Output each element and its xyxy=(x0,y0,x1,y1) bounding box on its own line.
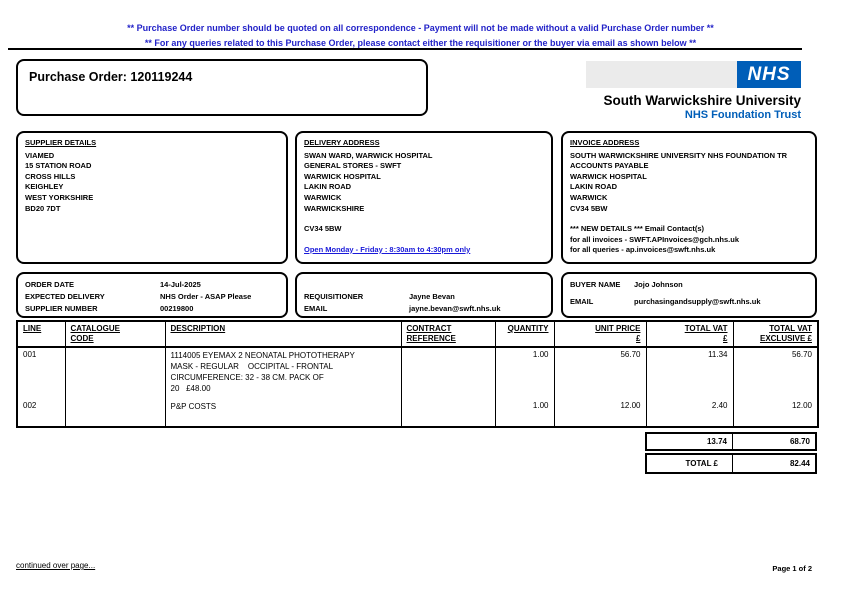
requisitioner-name: Jayne Bevan xyxy=(409,292,455,301)
invoice-address-title: INVOICE ADDRESS xyxy=(570,138,640,147)
buyer-email-label: EMAIL xyxy=(570,297,594,306)
cell-total-vat: 2.40 xyxy=(646,399,733,427)
expected-delivery-value: NHS Order - ASAP Please xyxy=(160,292,252,301)
cell-total-vat: 11.34 xyxy=(646,347,733,399)
cell-catalogue-code xyxy=(65,347,165,399)
cell-quantity: 1.00 xyxy=(495,347,554,399)
cell-line: 001 xyxy=(17,347,65,399)
description-line: MASK - REGULAR OCCIPITAL - FRONTAL xyxy=(170,362,334,371)
supplier-details-box xyxy=(16,131,288,264)
supplier-address-line: CROSS HILLS xyxy=(25,171,76,181)
col-header-unit-price: UNIT PRICE £ xyxy=(554,321,646,347)
nhs-logo-text: NHS xyxy=(747,63,791,85)
notice-line-2: ** For any queries related to this Purchase Order, please contact either the requisitioner or the buyer via email as shown below ** xyxy=(144,37,697,48)
cell-quantity: 1.00 xyxy=(495,399,554,427)
grand-total-row xyxy=(645,453,817,474)
cell-catalogue-code xyxy=(65,399,165,427)
cell-description xyxy=(165,399,401,427)
order-date-value: 14-Jul-2025 xyxy=(160,280,201,289)
delivery-address-line: SWAN WARD, WARWICK HOSPITAL xyxy=(304,150,433,160)
supplier-details-title: SUPPLIER DETAILS xyxy=(25,138,97,147)
notice-line-1: ** Purchase Order number should be quoted on all correspondence - Payment will not be made without a valid Purchase Order number ** xyxy=(127,23,714,33)
supplier-address-line: WEST YORKSHIRE xyxy=(25,192,94,202)
delivery-address-line: WARWICK HOSPITAL xyxy=(304,171,381,181)
grand-total-value: 82.44 xyxy=(789,459,810,468)
supplier-number-label: SUPPLIER NUMBER xyxy=(25,304,98,313)
supplier-number-row xyxy=(25,303,279,315)
line-item-row xyxy=(17,399,818,427)
delivery-address-box xyxy=(295,131,553,264)
col-header-total-vat-exclusive: TOTAL VAT EXCLUSIVE £ xyxy=(733,321,818,347)
requisitioner-email-label: EMAIL xyxy=(304,304,328,313)
header-notice xyxy=(0,21,841,50)
purchase-order-title: Purchase Order: 120119244 xyxy=(29,70,193,84)
header-divider xyxy=(8,48,802,50)
description-line: 1114005 EYEMAX 2 NEONATAL PHOTOTHERAPY xyxy=(170,351,355,360)
invoice-address-line: SOUTH WARWICKSHIRE UNIVERSITY NHS FOUNDATION TR xyxy=(570,150,788,160)
invoice-note-title: *** NEW DETAILS *** Email Contact(s) xyxy=(570,224,705,234)
supplier-address-line: KEIGHLEY xyxy=(25,182,64,192)
trust-subtitle: NHS Foundation Trust xyxy=(684,109,801,121)
supplier-address-line: BD20 7DT xyxy=(25,203,61,213)
buyer-box xyxy=(561,272,817,318)
invoice-address-line: LAKIN ROAD xyxy=(570,182,618,192)
supplier-address-line: 15 STATION ROAD xyxy=(25,161,92,171)
line-item-row xyxy=(17,347,818,399)
invoice-address-line: WARWICK HOSPITAL xyxy=(570,171,647,181)
cell-total-vat-exclusive: 56.70 xyxy=(733,347,818,399)
delivery-address-line: GENERAL STORES - SWFT xyxy=(304,161,402,171)
requisitioner-email: jayne.bevan@swft.nhs.uk xyxy=(409,304,501,313)
description-line: CIRCUMFERENCE: 32 - 38 CM. PACK OF xyxy=(170,373,324,382)
delivery-postcode: CV34 5BW xyxy=(304,224,342,234)
requisitioner-label: REQUISITIONER xyxy=(304,292,364,301)
buyer-name: Jojo Johnson xyxy=(634,280,683,289)
cell-unit-price: 12.00 xyxy=(554,399,646,427)
purchase-order-box xyxy=(16,59,428,116)
cell-unit-price: 56.70 xyxy=(554,347,646,399)
buyer-name-row xyxy=(570,279,808,291)
supplier-number-value: 00219800 xyxy=(160,304,194,313)
footer-continued-note: continued over page... xyxy=(16,561,96,570)
col-header-contract-reference: CONTRACT REFERENCE xyxy=(401,321,495,347)
col-header-line: LINE xyxy=(17,321,65,347)
invoice-address-line: CV34 5BW xyxy=(570,203,608,213)
buyer-name-label: BUYER NAME xyxy=(570,280,621,289)
cell-total-vat-exclusive: 12.00 xyxy=(733,399,818,427)
delivery-address-title: DELIVERY ADDRESS xyxy=(304,138,380,147)
description-line: P&P COSTS xyxy=(170,402,217,411)
cell-contract-reference xyxy=(401,399,495,427)
delivery-address-line: LAKIN ROAD xyxy=(304,182,352,192)
table-header-row xyxy=(17,321,818,347)
grand-total-label: TOTAL £ xyxy=(647,455,733,472)
col-header-catalogue-code: CATALOGUE CODE xyxy=(65,321,165,347)
delivery-address-line: WARWICKSHIRE xyxy=(304,203,365,213)
vat-subtotal: 13.74 xyxy=(647,434,733,449)
line-items-table xyxy=(16,320,819,428)
requisitioner-box xyxy=(295,272,553,318)
supplier-address-line: VIAMED xyxy=(25,150,55,160)
subtotal-row xyxy=(645,432,817,451)
requisitioner-email-row xyxy=(304,303,544,315)
buyer-email-row xyxy=(570,296,808,308)
col-header-description: DESCRIPTION xyxy=(165,321,401,347)
cell-line: 002 xyxy=(17,399,65,427)
description-line: 20 £48.00 xyxy=(170,384,211,393)
order-info-box xyxy=(16,272,288,318)
expected-delivery-label: EXPECTED DELIVERY xyxy=(25,292,105,301)
cell-description xyxy=(165,347,401,399)
footer-page-number: Page 1 of 2 xyxy=(772,564,812,573)
col-header-quantity: QUANTITY xyxy=(495,321,554,347)
nhs-logo xyxy=(737,61,801,88)
exclusive-subtotal: 68.70 xyxy=(789,437,810,446)
delivery-address-line: WARWICK xyxy=(304,192,342,202)
expected-delivery-row xyxy=(25,291,279,303)
invoice-note-invoices: for all invoices - SWFT.APInvoices@gch.nhs.uk xyxy=(570,234,740,244)
col-header-total-vat: TOTAL VAT £ xyxy=(646,321,733,347)
invoice-address-line: WARWICK xyxy=(570,192,608,202)
invoice-address-line: ACCOUNTS PAYABLE xyxy=(570,161,649,171)
order-date-row xyxy=(25,279,279,291)
delivery-opening-hours: Open Monday - Friday : 8:30am to 4:30pm only xyxy=(304,244,471,254)
buyer-email: purchasingandsupply@swft.nhs.uk xyxy=(634,297,761,306)
order-date-label: ORDER DATE xyxy=(25,280,75,289)
trust-name: South Warwickshire University xyxy=(603,93,801,108)
cell-contract-reference xyxy=(401,347,495,399)
requisitioner-row xyxy=(304,291,544,303)
invoice-address-box xyxy=(561,131,817,264)
invoice-note-queries: for all queries - ap.invoices@swft.nhs.uk xyxy=(570,245,716,255)
